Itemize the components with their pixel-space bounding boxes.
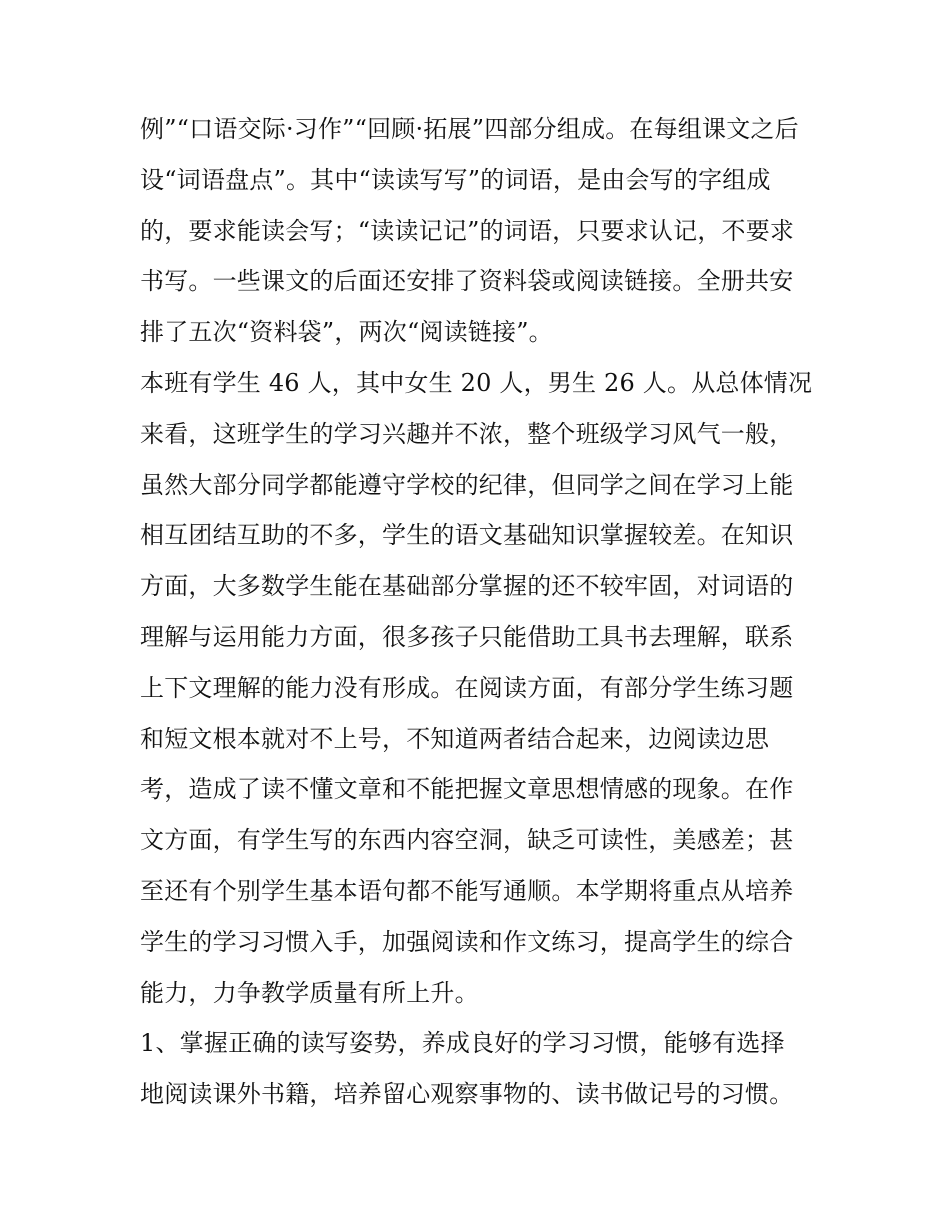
text-line: 和短文根本就对不上号，不知道两者结合起来，边阅读边思 bbox=[140, 724, 770, 753]
text-line: 理解与运用能力方面，很多孩子只能借助工具书去理解，联系 bbox=[140, 622, 794, 651]
text-line: 设“词语盘点”。其中“读读写写”的词语，是由会写的字组成 bbox=[140, 165, 771, 194]
text-line: 方面，大多数学生能在基础部分掌握的还不较牢固，对词语的 bbox=[140, 572, 794, 601]
text-line: 来看，这班学生的学习兴趣并不浓，整个班级学习风气一般， bbox=[140, 419, 794, 448]
text-line: 本班有学生 46 人，其中女生 20 人，男生 26 人。从总体情况 bbox=[140, 368, 813, 397]
text-line: 地阅读课外书籍，培养留心观察事物的、读书做记号的习惯。 bbox=[140, 1080, 794, 1109]
text-line: 例”“口语交际·习作”“回顾·拓展”四部分组成。在每组课文之后 bbox=[140, 115, 799, 143]
text-line: 排了五次“资料袋”，两次“阅读链接”。 bbox=[140, 318, 553, 347]
text-line: 能力，力争教学质量有所上升。 bbox=[140, 978, 479, 1007]
text-line: 学生的学习习惯入手，加强阅读和作文练习，提高学生的综合 bbox=[140, 927, 794, 956]
text-line: 至还有个别学生基本语句都不能写通顺。本学期将重点从培养 bbox=[140, 876, 794, 905]
text-line: 考，造成了读不懂文章和不能把握文章思想情感的现象。在作 bbox=[140, 775, 794, 804]
text-line: 的，要求能读会写；“读读记记”的词语，只要求认记，不要求 bbox=[140, 216, 795, 245]
text-line: 书写。一些课文的后面还安排了资料袋或阅读链接。全册共安 bbox=[140, 267, 794, 296]
text-line: 上下文理解的能力没有形成。在阅读方面，有部分学生练习题 bbox=[140, 673, 794, 702]
text-line: 文方面，有学生写的东西内容空洞，缺乏可读性，美感差；甚 bbox=[140, 826, 794, 855]
document-body bbox=[140, 104, 830, 1120]
text-line: 1、掌握正确的读写姿势，养成良好的学习习惯，能够有选择 bbox=[140, 1029, 785, 1058]
text-line: 虽然大部分同学都能遵守学校的纪律，但同学之间在学习上能 bbox=[140, 470, 794, 499]
text-line: 相互团结互助的不多，学生的语文基础知识掌握较差。在知识 bbox=[140, 521, 794, 550]
